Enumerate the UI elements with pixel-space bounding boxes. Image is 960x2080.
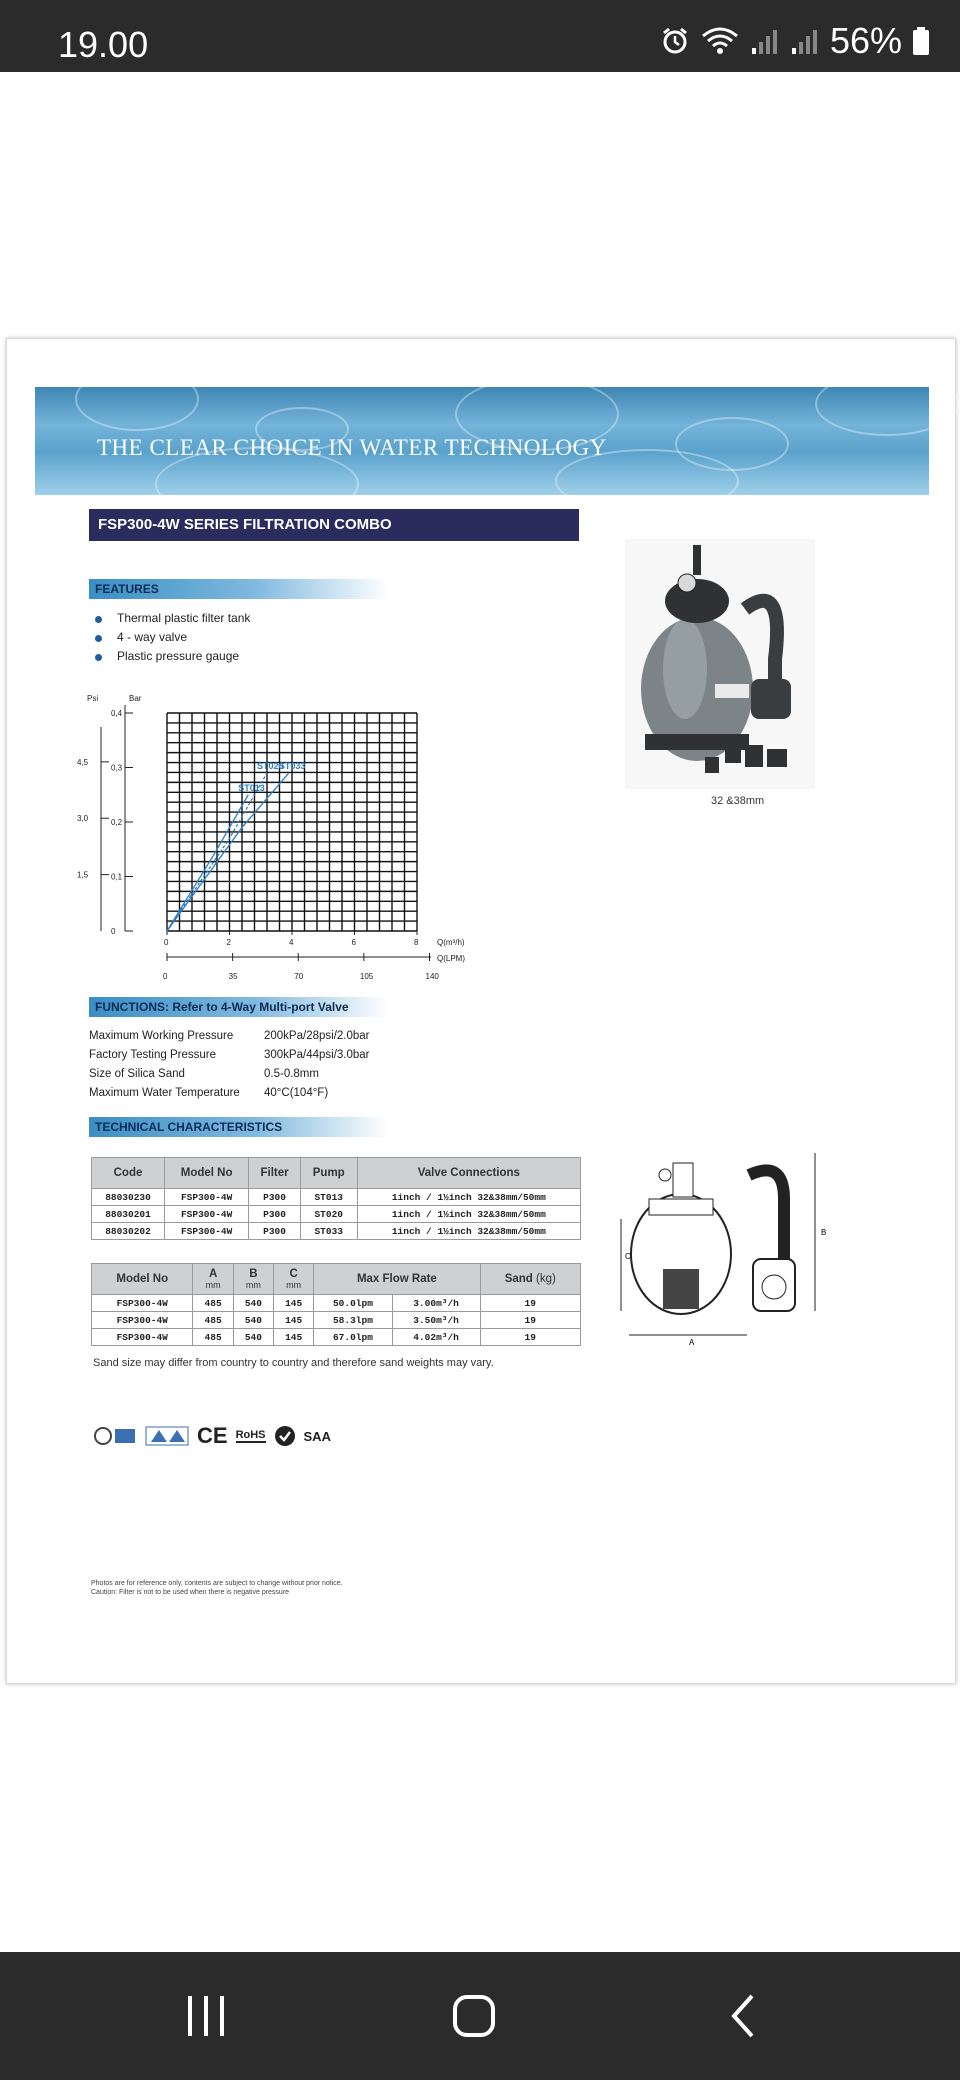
banner-title: THE CLEAR CHOICE IN WATER TECHNOLOGY	[97, 435, 607, 460]
disclaimer: Photos are for reference only, contents are subject to change without prior notice. Caution: Filter is not to be used when there is negative pressure	[91, 1580, 343, 1596]
bullet-icon	[95, 654, 102, 661]
col-header: Sand (kg)	[480, 1264, 580, 1295]
col-header: C mm	[274, 1264, 314, 1295]
col-header: A mm	[193, 1264, 233, 1295]
status-bar	[0, 0, 960, 72]
series-label: ST013	[238, 782, 265, 793]
series-label: ST020	[257, 760, 284, 771]
home-button[interactable]	[452, 1992, 496, 2040]
col-header: Filter	[249, 1158, 301, 1189]
x-tick-label: 4	[289, 938, 294, 947]
psi-tick-label: 3,0	[77, 814, 89, 824]
col-header: Model No	[165, 1158, 249, 1189]
list-item: Plastic pressure gauge	[89, 647, 250, 666]
functions-heading: FUNCTIONS: Refer to 4-Way Multi-port Valve	[89, 997, 389, 1017]
navigation-bar	[0, 1952, 960, 2080]
lpm-tick-label: 35	[228, 972, 238, 981]
function-row: Factory Testing Pressure 300kPa/44psi/3.0bar	[89, 1049, 370, 1061]
product-photo	[625, 539, 815, 789]
status-icons	[660, 20, 930, 62]
bullet-icon	[95, 635, 102, 642]
diagram-label-a: A	[689, 1338, 695, 1347]
banner	[35, 387, 929, 495]
col-header: Model No	[92, 1264, 193, 1295]
features-list	[89, 609, 250, 666]
x-tick-label: 0	[164, 938, 169, 947]
table-row: 88030202 FSP300-4W P300 ST033 1inch / 1½inch 32&38mm/50mm	[92, 1223, 581, 1240]
bar-tick-label: 0,3	[111, 763, 123, 773]
battery-percentage: 56%	[829, 20, 902, 61]
table-row: FSP300-4W 485 540 145 67.0lpm 4.02m³/h 19	[92, 1329, 581, 1346]
function-row: Size of Silica Sand 0.5-0.8mm	[89, 1068, 319, 1080]
col-header: Pump	[300, 1158, 357, 1189]
certification-logo-icon	[145, 1426, 189, 1446]
certification-logo-icon	[93, 1426, 137, 1446]
x-axis-title-lpm: Q(LPM)	[437, 954, 465, 963]
diagram-label-c: C	[625, 1252, 631, 1261]
features-heading: FEATURES	[89, 579, 389, 599]
col-header: Max Flow Rate	[314, 1264, 480, 1295]
battery-icon	[912, 26, 930, 56]
bar-tick-label: 0,1	[111, 872, 123, 882]
x-tick-label: 6	[351, 938, 356, 947]
table-row: 88030201 FSP300-4W P300 ST020 1inch / 1½inch 32&38mm/50mm	[92, 1206, 581, 1223]
back-button[interactable]	[728, 1992, 758, 2040]
chart-canvas	[77, 691, 487, 991]
y-axis-title-bar: Bar	[129, 694, 142, 703]
lpm-tick-label: 0	[163, 972, 168, 981]
y-axis-title-psi: Psi	[87, 694, 99, 703]
recent-apps-button[interactable]	[186, 1992, 226, 2040]
sand-note: Sand size may differ from country to country and therefore sand weights may vary.	[93, 1357, 494, 1369]
col-header: B mm	[233, 1264, 273, 1295]
table-row: FSP300-4W 485 540 145 50.0lpm 3.00m³/h 19	[92, 1295, 581, 1312]
signal-icon	[750, 26, 780, 56]
saa-mark: SAA	[303, 1428, 331, 1444]
photo-caption: 32 &38mm	[711, 795, 765, 807]
lpm-tick-label: 140	[425, 972, 439, 981]
x-axis-title-m3h: Q(m³/h)	[437, 938, 465, 947]
wifi-icon	[700, 26, 740, 56]
series-label: ST033	[278, 760, 306, 771]
x-tick-label: 8	[414, 938, 419, 947]
ce-mark: CE	[197, 1423, 228, 1448]
bullet-icon	[95, 616, 102, 623]
signal-icon-2	[790, 26, 820, 56]
lpm-tick-label: 70	[294, 972, 304, 981]
spec-table-codes	[91, 1157, 581, 1240]
col-header: Valve Connections	[357, 1158, 580, 1189]
diagram-label-b: B	[821, 1228, 827, 1237]
dimension-diagram	[619, 1139, 839, 1359]
document-page	[6, 338, 956, 1684]
psi-tick-label: 1,5	[77, 870, 89, 880]
list-item: 4 - way valve	[89, 628, 250, 647]
x-tick-label: 2	[226, 938, 231, 947]
bar-tick-label: 0,2	[111, 818, 123, 827]
list-item: Thermal plastic filter tank	[89, 609, 250, 628]
status-time: 19.00	[58, 24, 149, 65]
lpm-tick-label: 105	[359, 972, 374, 981]
rohs-mark: RoHS	[235, 1429, 266, 1441]
col-header: Code	[92, 1158, 165, 1189]
table-row: FSP300-4W 485 540 145 58.3lpm 3.50m³/h 19	[92, 1312, 581, 1329]
function-row: Maximum Working Pressure 200kPa/28psi/2.0bar	[89, 1030, 370, 1042]
psi-tick-label: 4,5	[77, 757, 89, 767]
table-row: 88030230 FSP300-4W P300 ST013 1inch / 1½inch 32&38mm/50mm	[92, 1189, 581, 1206]
spec-table-dimensions	[91, 1263, 581, 1346]
bar-tick-label: 0,4	[111, 709, 123, 718]
pump-curve-chart	[77, 691, 487, 996]
certification-logos	[93, 1423, 331, 1449]
model-title: FSP300-4W SERIES FILTRATION COMBO	[89, 509, 579, 541]
functions-list	[89, 1027, 370, 1103]
function-row: Maximum Water Temperature 40°C(104°F)	[89, 1087, 329, 1099]
check-mark-icon	[274, 1425, 296, 1447]
alarm-icon	[660, 26, 690, 56]
bar-tick-label: 0	[111, 927, 116, 936]
technical-heading: TECHNICAL CHARACTERISTICS	[89, 1117, 389, 1137]
